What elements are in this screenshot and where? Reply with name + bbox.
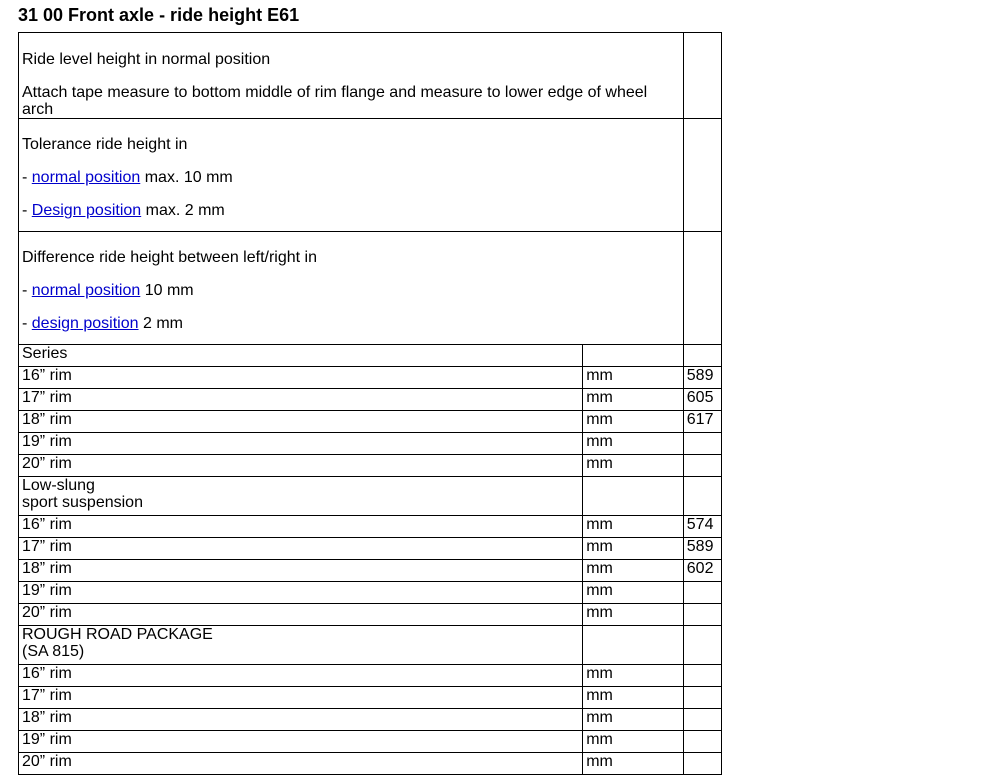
group-label-line: Low-slung (22, 477, 95, 494)
list-dash: - (22, 169, 32, 186)
table-row (19, 433, 722, 455)
intro-empty-cell (683, 33, 721, 119)
value-cell (683, 455, 721, 477)
table-row (19, 560, 722, 582)
value-cell: 574 (683, 516, 721, 538)
group-label-line: sport suspension (22, 494, 143, 511)
rim-label-cell: 17” rim (19, 389, 583, 411)
group-label-cell (19, 477, 583, 516)
unit-cell: mm (583, 604, 684, 626)
value-cell (683, 604, 721, 626)
rim-label-cell: 20” rim (19, 455, 583, 477)
group-value-cell (683, 626, 721, 665)
design-position-link[interactable]: design position (31, 315, 139, 332)
table-row (19, 367, 722, 389)
table-row (19, 665, 722, 687)
tolerance-cell (19, 119, 684, 232)
difference-design-value: 2 mm (138, 315, 183, 332)
table-row (19, 753, 722, 775)
group-label-line: ROUGH ROAD PACKAGE (22, 626, 213, 643)
rim-label-cell: 19” rim (19, 433, 583, 455)
unit-cell: mm (583, 665, 684, 687)
list-dash: - (22, 282, 32, 299)
unit-cell: mm (583, 753, 684, 775)
rim-label-cell: 20” rim (19, 604, 583, 626)
unit-cell: mm (583, 516, 684, 538)
unit-cell: mm (583, 433, 684, 455)
group-value-cell (683, 477, 721, 516)
rim-label-cell: 19” rim (19, 582, 583, 604)
value-cell: 602 (683, 560, 721, 582)
value-cell: 589 (683, 367, 721, 389)
table-row (19, 516, 722, 538)
difference-cell (19, 232, 684, 345)
rim-label-cell: 19” rim (19, 731, 583, 753)
value-cell (683, 687, 721, 709)
table-row (19, 411, 722, 433)
unit-cell: mm (583, 687, 684, 709)
table-row (19, 455, 722, 477)
design-position-link[interactable]: Design position (31, 202, 142, 219)
difference-heading: Difference ride height between left/right in (22, 249, 317, 266)
difference-row (19, 232, 722, 345)
group-header-row (19, 477, 722, 516)
ride-height-table (18, 32, 722, 775)
difference-empty-cell (683, 232, 721, 345)
value-cell: 617 (683, 411, 721, 433)
normal-position-link[interactable]: normal position (31, 282, 141, 299)
unit-cell: mm (583, 455, 684, 477)
table-row (19, 709, 722, 731)
table-row (19, 604, 722, 626)
difference-item-design (22, 299, 680, 332)
tolerance-design-value: max. 2 mm (141, 202, 225, 219)
value-cell (683, 582, 721, 604)
tolerance-empty-cell (683, 119, 721, 232)
page-title: 31 00 Front axle - ride height E61 (18, 5, 300, 25)
tolerance-heading: Tolerance ride height in (22, 136, 188, 153)
table-row (19, 582, 722, 604)
intro-cell (19, 33, 684, 119)
group-label-line: (SA 815) (22, 643, 85, 660)
group-label-cell (19, 345, 583, 367)
difference-item-normal (22, 266, 680, 299)
value-cell: 589 (683, 538, 721, 560)
value-cell: 605 (683, 389, 721, 411)
unit-cell: mm (583, 411, 684, 433)
rim-label-cell: 16” rim (19, 367, 583, 389)
group-label-line: Series (22, 345, 68, 362)
unit-cell: mm (583, 389, 684, 411)
tolerance-item-design (22, 186, 680, 219)
value-cell (683, 665, 721, 687)
tolerance-item-normal (22, 153, 680, 186)
tolerance-row (19, 119, 722, 232)
group-unit-cell (583, 345, 684, 367)
unit-cell: mm (583, 560, 684, 582)
rim-label-cell: 16” rim (19, 516, 583, 538)
intro-line-2: Attach tape measure to bottom middle of rim flange and measure to lower edge of wheel arch (22, 84, 648, 118)
intro-row (19, 33, 722, 119)
list-dash: - (22, 315, 32, 332)
intro-line-1: Ride level height in normal position (22, 51, 271, 68)
rim-label-cell: 18” rim (19, 560, 583, 582)
unit-cell: mm (583, 709, 684, 731)
difference-normal-value: 10 mm (140, 282, 194, 299)
table-row (19, 731, 722, 753)
rim-label-cell: 20” rim (19, 753, 583, 775)
table-row (19, 389, 722, 411)
tolerance-normal-value: max. 10 mm (140, 169, 233, 186)
group-unit-cell (583, 477, 684, 516)
list-dash: - (22, 202, 32, 219)
table-row (19, 687, 722, 709)
value-cell (683, 753, 721, 775)
group-value-cell (683, 345, 721, 367)
rim-label-cell: 17” rim (19, 538, 583, 560)
rim-label-cell: 18” rim (19, 411, 583, 433)
unit-cell: mm (583, 538, 684, 560)
value-cell (683, 709, 721, 731)
group-unit-cell (583, 626, 684, 665)
value-cell (683, 433, 721, 455)
rim-label-cell: 18” rim (19, 709, 583, 731)
group-label-cell (19, 626, 583, 665)
unit-cell: mm (583, 731, 684, 753)
unit-cell: mm (583, 582, 684, 604)
rim-label-cell: 17” rim (19, 687, 583, 709)
unit-cell: mm (583, 367, 684, 389)
normal-position-link[interactable]: normal position (31, 169, 141, 186)
rim-label-cell: 16” rim (19, 665, 583, 687)
value-cell (683, 731, 721, 753)
group-header-row (19, 626, 722, 665)
group-header-row (19, 345, 722, 367)
table-row (19, 538, 722, 560)
